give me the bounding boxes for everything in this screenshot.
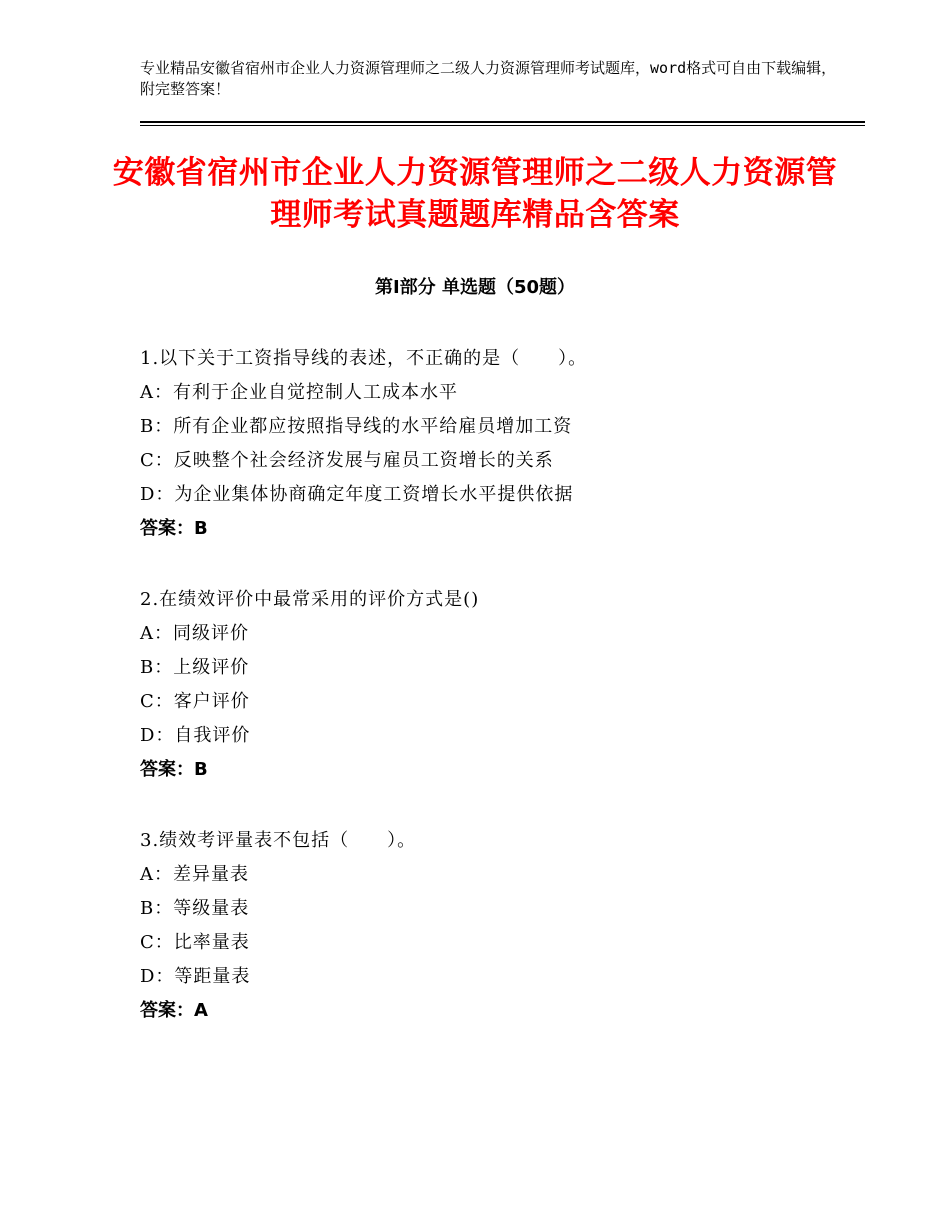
answer-label: 答案：B	[140, 518, 208, 539]
header-divider-thin	[140, 125, 865, 126]
question-text: 3.绩效考评量表不包括（ ）。	[140, 830, 417, 851]
section-heading: 第Ⅰ部分 单选题（50题）	[374, 277, 575, 298]
question-text: 1.以下关于工资指导线的表述，不正确的是（ ）。	[140, 348, 588, 369]
option-d: D：自我评价	[140, 725, 251, 746]
option-a: A：差异量表	[140, 864, 249, 885]
header-divider-thick	[140, 121, 865, 123]
option-b: B：等级量表	[140, 898, 250, 919]
option-a: A：有利于企业自觉控制人工成本水平	[140, 382, 458, 403]
option-b: B：所有企业都应按照指导线的水平给雇员增加工资	[140, 416, 573, 437]
question-2	[140, 583, 860, 787]
answer-label: 答案：B	[140, 759, 208, 780]
option-b: B：上级评价	[140, 657, 250, 678]
option-c: C：反映整个社会经济发展与雇员工资增长的关系	[140, 450, 554, 471]
option-d: D：为企业集体协商确定年度工资增长水平提供依据	[140, 484, 574, 505]
answer-label: 答案：A	[140, 1000, 208, 1021]
question-list	[140, 342, 860, 1028]
option-c: C：比率量表	[140, 932, 250, 953]
option-a: A：同级评价	[140, 623, 249, 644]
question-3	[140, 824, 860, 1028]
option-c: C：客户评价	[140, 691, 250, 712]
header-note: 专业精品安徽省宿州市企业人力资源管理师之二级人力资源管理师考试题库，word格式可自由下载编辑，附完整答案！	[140, 59, 837, 98]
option-d: D：等距量表	[140, 966, 251, 987]
question-1	[140, 342, 860, 546]
document-title: 安徽省宿州市企业人力资源管理师之二级人力资源管理师考试真题题库精品含答案	[112, 155, 838, 233]
question-text: 2.在绩效评价中最常采用的评价方式是()	[140, 589, 480, 610]
